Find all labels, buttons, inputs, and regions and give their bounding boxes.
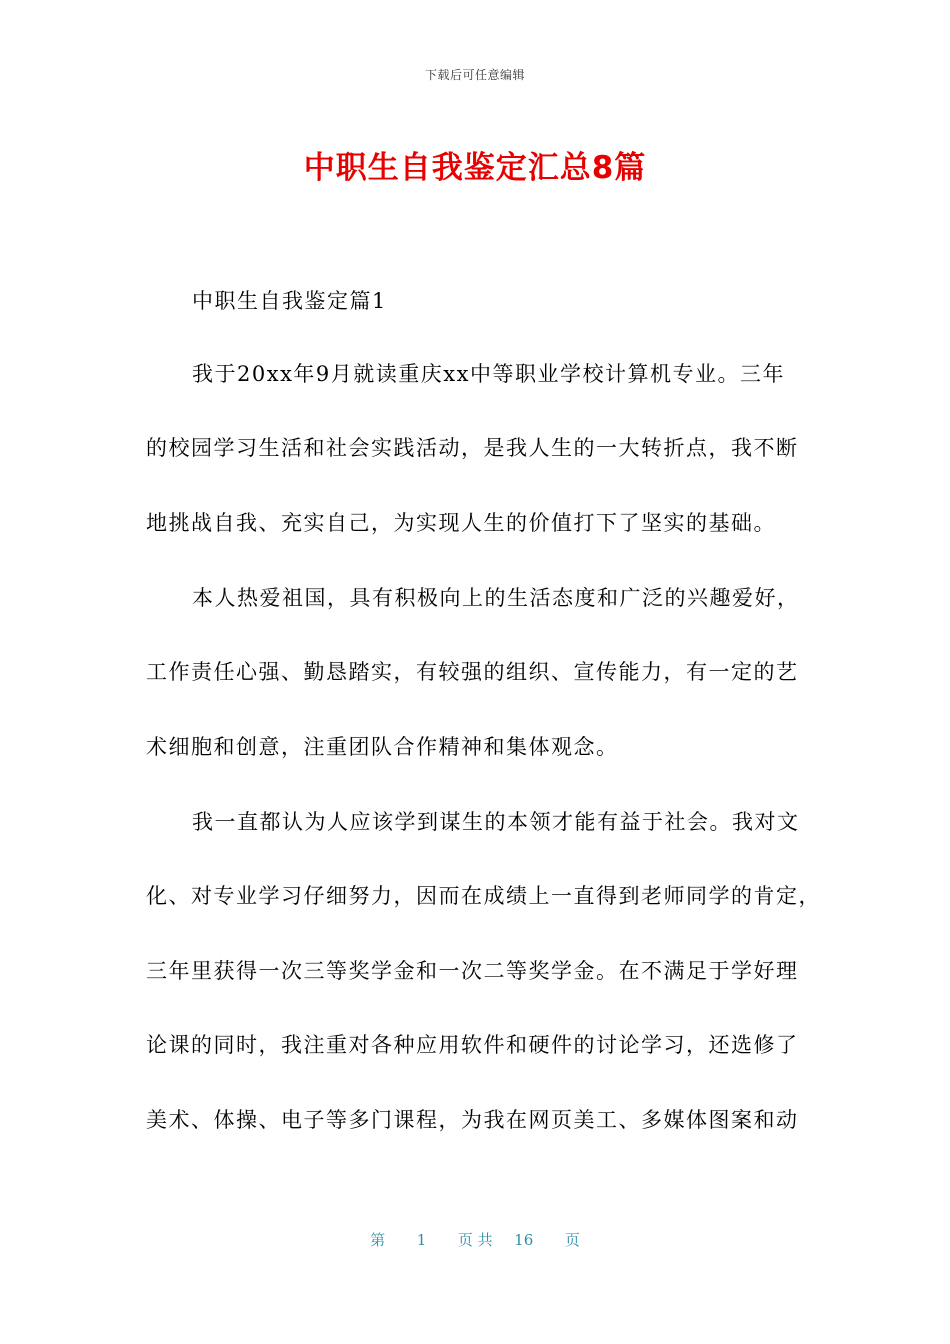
paragraph-line: 地挑战自我、充实自己，为实现人生的价值打下了坚实的基础。 xyxy=(146,511,776,535)
paragraph-line: 美术、体操、电子等多门课程，为我在网页美工、多媒体图案和动 xyxy=(146,1108,799,1132)
paragraph-line: 术细胞和创意，注重团队合作精神和集体观念。 xyxy=(146,735,619,759)
paragraph-line: 三年里获得一次三等奖学金和一次二等奖学金。在不满足于学好理 xyxy=(146,959,799,983)
footer-page-number: 1 xyxy=(416,1231,427,1249)
paragraph-line: 化、对专业学习仔细努力，因而在成绩上一直得到老师同学的肯定， xyxy=(146,884,821,908)
header-note: 下载后可任意编辑 xyxy=(424,68,525,82)
footer-suffix: 页 xyxy=(564,1231,580,1249)
section-heading: 中职生自我鉴定篇1 xyxy=(192,289,387,313)
paragraph-line: 工作责任心强、勤恳踏实，有较强的组织、宣传能力，有一定的艺 xyxy=(146,660,799,684)
footer-total-pages: 16 xyxy=(514,1231,534,1249)
paragraph-line: 的校园学习生活和社会实践活动，是我人生的一大转折点，我不断 xyxy=(146,436,799,460)
paragraph-line: 论课的同时，我注重对各种应用软件和硬件的讨论学习，还选修了 xyxy=(146,1033,799,1057)
paragraph-line: 我于20xx年9月就读重庆xx中等职业学校计算机专业。三年 xyxy=(192,362,785,386)
page-footer xyxy=(0,1229,950,1250)
footer-prefix: 第 xyxy=(370,1231,386,1249)
paragraph-line: 我一直都认为人应该学到谋生的本领才能有益于社会。我对文 xyxy=(192,810,800,834)
document-title: 中职生自我鉴定汇总8篇 xyxy=(303,150,647,186)
paragraph-line: 本人热爱祖国，具有积极向上的生活态度和广泛的兴趣爱好， xyxy=(192,586,800,610)
footer-middle: 页 共 xyxy=(457,1231,493,1249)
